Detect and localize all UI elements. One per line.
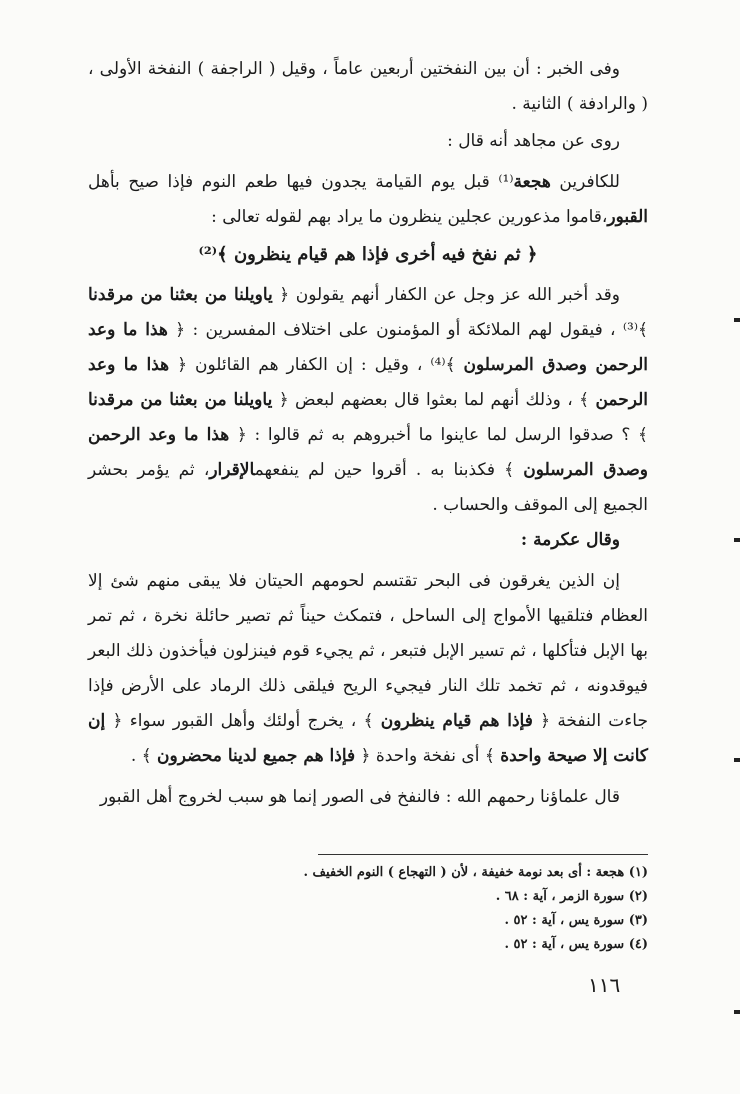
- quran-quote: فإذا هم جميع لدينا محضرون: [157, 746, 356, 766]
- footnotes: [88, 854, 648, 957]
- paragraph-7: [88, 564, 648, 774]
- text-run: للكافرين: [550, 172, 620, 192]
- paragraph-5: [88, 278, 648, 523]
- text-run: ﴾ ، وذلك أنهم لما بعثوا قال بعضهم لبعض ﴿: [272, 390, 596, 410]
- text-run: ﴾ ؟ صدقوا الرسل لما عاينوا ما أخبروهم به ثم قالوا : ﴿: [229, 425, 648, 445]
- footnote-2: (٢) سورة الزمر ، آية : ٦٨ .: [495, 889, 648, 904]
- text-run: وقال عكرمة :: [520, 530, 620, 550]
- text-run: ، ثم يؤمر بحشر الجميع إلى الموقف والحساب .: [88, 460, 648, 515]
- text-run: روى عن مجاهد أنه قال :: [447, 131, 620, 151]
- scan-edge-mark: [734, 538, 740, 542]
- quran-quote: ياويلنا من بعثنا من مرقدنا: [88, 285, 273, 305]
- footnote-3: (٣) سورة يس ، آية : ٥٢ .: [504, 913, 648, 928]
- scan-edge-mark: [734, 318, 740, 322]
- quran-quote: هذا ما وعد الرحمن وصدق المرسلون: [88, 425, 648, 480]
- text-run: قال علماؤنا رحمهم الله : فالنفخ فى الصور إنما هو سبب لخروج أهل القبور: [99, 787, 620, 807]
- quran-quote: هذا ما وعد الرحمن: [88, 355, 648, 410]
- paragraph-8: [88, 780, 648, 815]
- text-run: ،قاموا مذعورين عجلين ينظرون ما يراد بهم لقوله تعالى :: [211, 207, 608, 227]
- quran-quote: فإذا هم قيام ينظرون: [380, 711, 533, 731]
- quran-quote: القبور: [607, 207, 648, 227]
- paragraph-2: [88, 124, 648, 159]
- text-run: ⁽¹⁾ قبل يوم القيامة يجدون فيها طعم النوم فإذا صيح بأهل: [88, 172, 514, 192]
- text-run: ﴾ فكذبنا به . أقروا حين لم ينفعهم: [254, 460, 524, 480]
- quran-quote: هجعة: [513, 172, 551, 192]
- quran-quote: الإقرار: [209, 460, 255, 480]
- quran-quote: إن كانت إلا صيحة واحدة: [88, 711, 648, 766]
- paragraph-1: [88, 52, 648, 122]
- text-run: وفى الخبر : أن بين النفختين أربعين عاماً ، وقيل ( الراجفة ) النفخة الأولى ، ( والرادفة ) الثانية .: [88, 59, 648, 114]
- text-run: ﴾⁽⁴⁾ ، وقيل : إن الكفار هم القائلون ﴿: [169, 355, 464, 375]
- quran-quote: هذا ما وعد الرحمن وصدق المرسلون: [88, 320, 649, 375]
- footnote-rule: [318, 854, 648, 855]
- footnote-1: (١) هجعة : أى بعد نومة خفيفة ، لأن ( التهجاع ) النوم الخفيف .: [303, 865, 648, 880]
- text-run: ﴾⁽³⁾ ، فيقول لهم الملائكة أو المؤمنون على اختلاف المفسرين : ﴿: [167, 320, 648, 340]
- text-run: ﴾ أى نفخة واحدة ﴿: [355, 746, 501, 766]
- footnote-4: (٤) سورة يس ، آية : ٥٢ .: [504, 937, 648, 952]
- text-run: إن الذين يغرقون فى البحر تقتسم لحومهم الحيتان فلا يبقى منهم شئ إلا العظام فتلقيها الأمواج إلى الساحل ، فتمكث حيناً ثم تصير حائلة نخرة ، ثم تمر بها الإبل فتأكلها ، ثم تسير الإبل فتبعر ، ثم يجيء قوم فينزلون فيأخذون ذلك البعر فيوقدونه ، ثم تخمد تلك النار فيجيء الريح فيلقى ذلك الرماد على الأرض فإذا جاءت النفخة ﴿: [88, 571, 648, 731]
- page-number: ١١٦: [588, 973, 621, 997]
- paragraph-6: [88, 523, 648, 558]
- scan-edge-mark: [734, 758, 740, 762]
- scan-edge-mark: [734, 1010, 740, 1014]
- paragraph-3: [88, 165, 648, 235]
- quran-quote: ياويلنا من بعثنا من مرقدنا: [88, 390, 273, 410]
- paragraph-4: [88, 237, 648, 272]
- text-run: وقد أخبر الله عز وجل عن الكفار أنهم يقولون ﴿: [272, 285, 620, 305]
- text-run: ﴾ .: [130, 746, 158, 766]
- text-run: ﴾ ، يخرج أولئك وأهل القبور سواء ﴿: [105, 711, 381, 731]
- quran-quote: ﴿ ثم نفخ فيه أخرى فإذا هم قيام ينظرون ﴾⁽²⁾: [198, 244, 538, 265]
- page-body: [88, 52, 648, 815]
